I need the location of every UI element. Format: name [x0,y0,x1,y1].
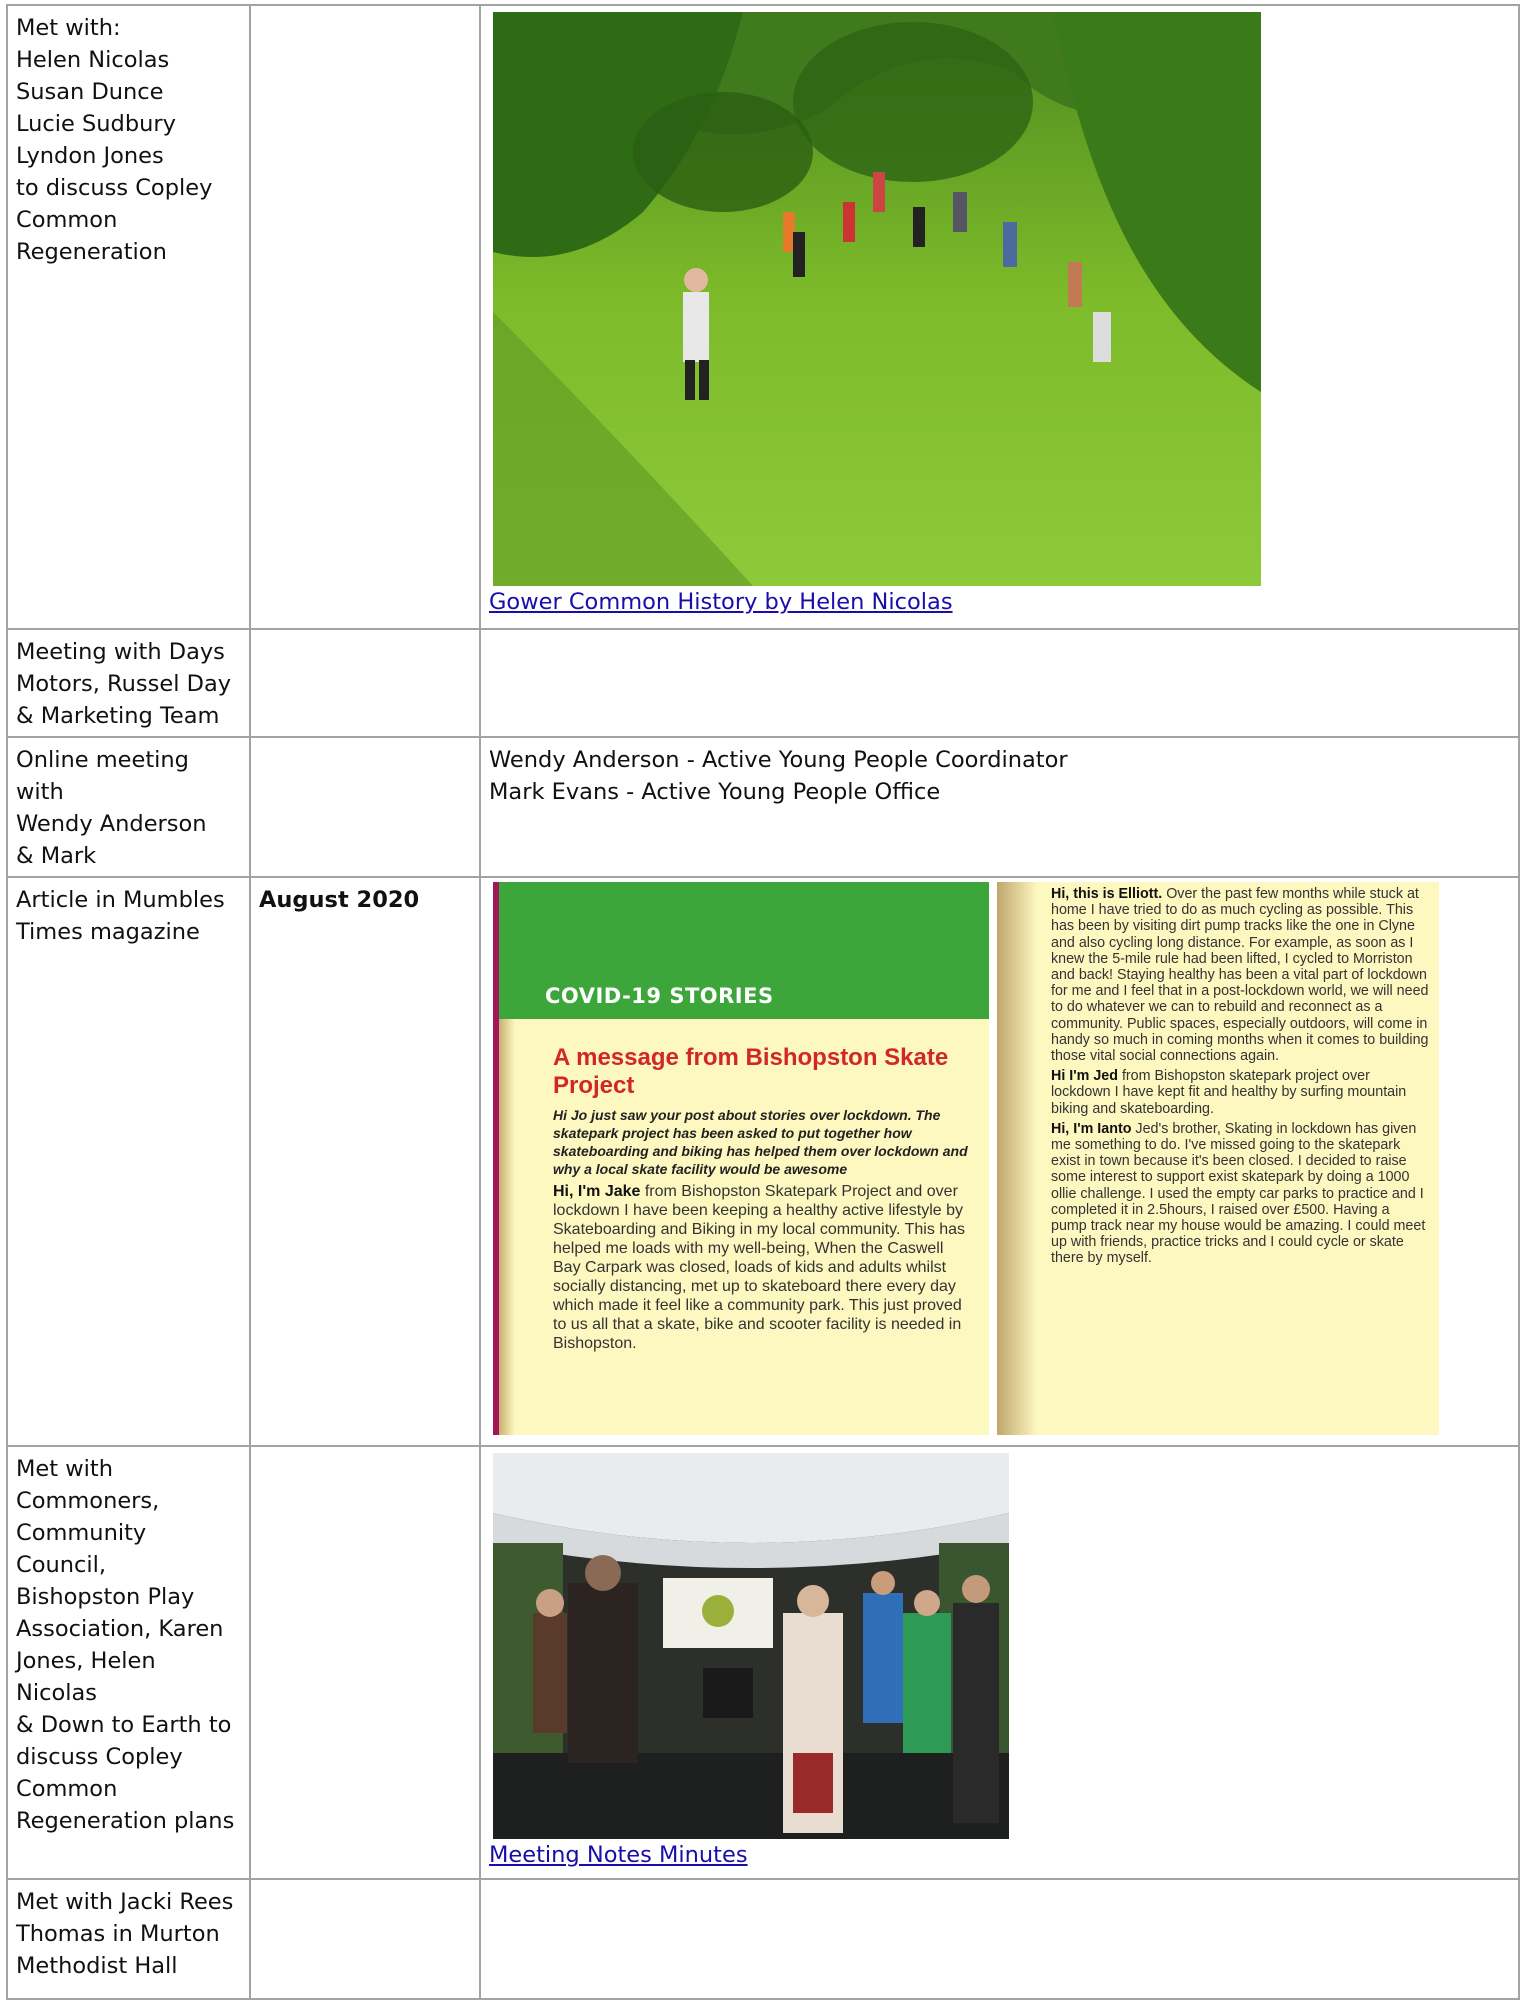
activity-table [6,4,1520,2000]
jed-lead: Hi I'm Jed [1051,1068,1118,1085]
ianto-text: Jed's brother, Skating in lockdown has given me something to do. I've missed going to the skatepark exist in town because it's been closed. I decided to raise some interest to support exist skatepark by doing a 1000 ollie challenge. I used the empty car parks to practice and I completed it in 2.5hours, I raised over £500. Having a pump track near my house would be amazing. I could meet up with friends, practice tricks and I could cycle or skate there by myself. [1051,1120,1426,1267]
jake-lead: Hi, I'm Jake [553,1183,641,1200]
jake-text: from Bishopston Skatepark Project and over lockdown I have been keeping a healthy active lifestyle by Skateboarding and Biking in my local community. This has helped me loads with my well-being, When the Caswell Bay Carpark was closed, loads of kids and adults whilst socially distancing, met up to skateboard there every day which made it feel like a community park. This just proved to us all that a skate, bike and scooter facility is needed in Bishopston. [553,1183,966,1352]
date-cell [250,877,480,1446]
notes-cell [480,629,1519,737]
jake-paragraph [553,1182,971,1353]
date-cell [250,737,480,877]
meeting-description: Met with: Helen Nicolas Susan Dunce Lucie Sudbury Lyndon Jones to discuss Copley Common Regeneration [16,15,213,265]
meeting-description: Article in Mumbles Times magazine [16,887,225,945]
elliott-text: Over the past few months while stuck at home I have tried to do as much cycling as possible. This has been by visiting dirt pump tracks like the one in Clyne and also cycling long distance. For example, as soon as I knew the 5-mile rule had been lifted, I cycled to Morriston and back! Staying healthy has been a vital part of lockdown for me and I feel that in a post-lockdown world, we will need to do whatever we can to rebuild and reconnect as a community. Public spaces, especially outdoors, will come in handy so much in coming months when it comes to building those vital social connections again. [1051,886,1429,1065]
notes-cell [480,1446,1519,1879]
table-row [7,1446,1519,1879]
park-group-photo [493,12,1261,586]
table-row [7,877,1519,1446]
band-title: COVID-19 STORIES [545,984,774,1008]
article-content [553,1044,971,1353]
meeting-cell [7,629,250,737]
date-cell [250,629,480,737]
magazine-article [493,882,1510,1435]
meeting-cell [7,5,250,629]
meeting-description: Met with Commoners, Community Council, Bishopston Play Association, Karen Jones, Helen Nicolas & Down to Earth to discuss Copley Common Regeneration plans [16,1456,235,1834]
meeting-cell [7,1446,250,1879]
page-gutter [499,1019,515,1435]
notes-cell [480,1879,1519,1999]
table-row [7,5,1519,629]
meeting-cell [7,1879,250,1999]
marquee-meeting-photo [493,1453,1009,1839]
notes-cell [480,5,1519,629]
table-row [7,737,1519,877]
table-row [7,629,1519,737]
date-cell [250,1879,480,1999]
ianto-paragraph [1051,1121,1429,1267]
date-cell [250,1446,480,1879]
elliott-lead: Hi, this is Elliott. [1051,886,1163,902]
meeting-cell [7,877,250,1446]
date-cell [250,5,480,629]
ianto-lead: Hi, I'm Ianto [1051,1120,1132,1137]
gower-common-history-link[interactable]: Gower Common History by Helen Nicolas [489,589,953,615]
article-intro: Hi Jo just saw your post about stories over lockdown. The skatepark project has been asked to put together how skateboarding and biking has helped them over lockdown and why a local skate facility would be awesome [553,1107,968,1177]
meeting-description: Meeting with Days Motors, Russel Day & Marketing Team [16,639,232,729]
meeting-cell [7,737,250,877]
table-row [7,1879,1519,1999]
magazine-page-right [997,882,1439,1435]
notes-cell [480,877,1519,1446]
elliott-paragraph [1051,886,1429,1064]
meeting-notes-link[interactable]: Meeting Notes Minutes [489,1842,748,1868]
article-heading: A message from Bishopston Skate Project [553,1044,949,1099]
magazine-page-left [493,882,989,1435]
date-text: August 2020 [259,887,420,913]
meeting-description: Met with Jacki Rees Thomas in Murton Methodist Hall [16,1889,234,1979]
jed-text: from Bishopston skatepark project over lockdown I have kept fit and healthy by surfing mountain biking and skateboarding. [1051,1068,1407,1117]
notes-cell [480,737,1519,877]
jed-paragraph [1051,1068,1429,1117]
article-content-right [1051,886,1429,1271]
notes-text: Wendy Anderson - Active Young People Coordinator Mark Evans - Active Young People Office [489,747,1068,805]
page-shade [997,882,1037,1435]
meeting-description: Online meeting with Wendy Anderson & Mark [16,747,207,869]
